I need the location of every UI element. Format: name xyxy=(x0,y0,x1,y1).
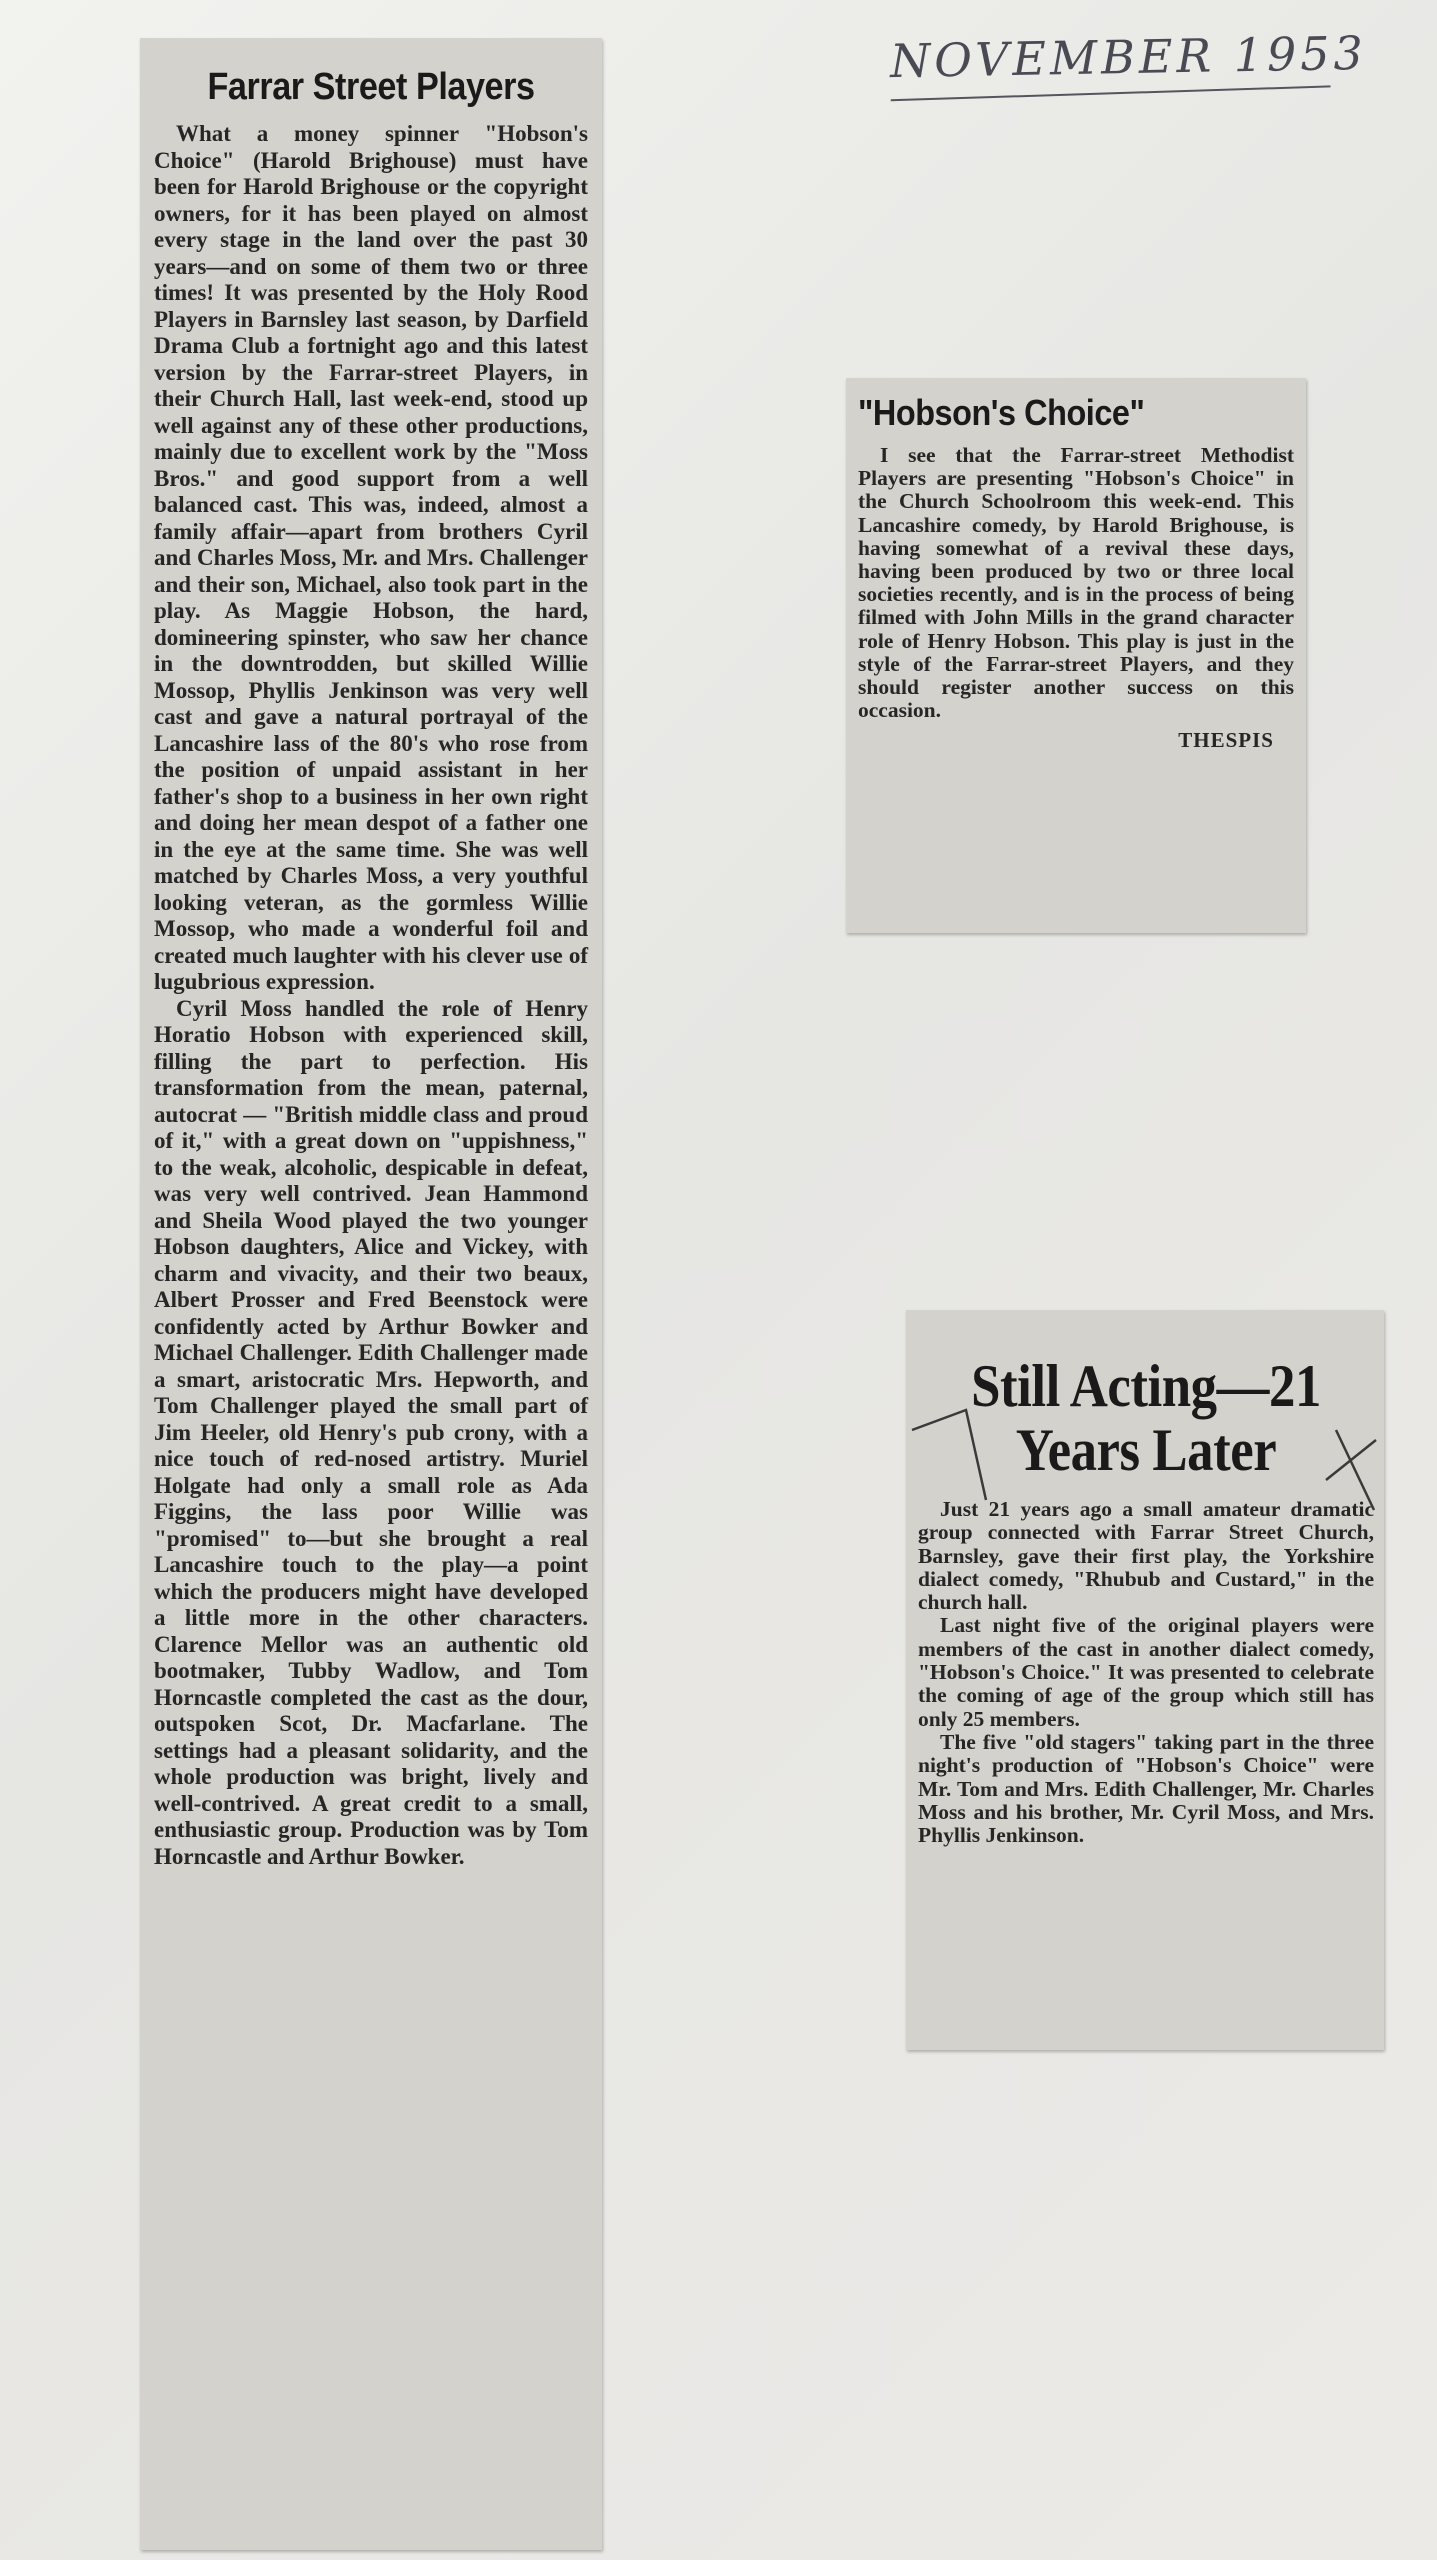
article-paragraph: The five "old stagers" taking part in the three night's production of "Hobson's Choice" were Mr. Tom and Mrs. Edith Challenger, Mr. Charles Moss and his brother, Mr. Cyril Moss, and Mrs. Phyllis Jenkinson. xyxy=(918,1729,1374,1848)
article-paragraph: Just 21 years ago a small amateur dramatic group connected with Farrar Street Church, Barnsley, gave their first play, the Yorkshire dialect comedy, "Rhubub and Custard," in the church hall. xyxy=(918,1497,1374,1615)
date-underline xyxy=(891,85,1331,101)
clipping-farrar-street-players xyxy=(140,38,602,2550)
article-paragraph: What a money spinner "Hobson's Choice" (Harold Brighouse) must have been for Harold Brighouse or the copyright owners, for it has been played on almost every stage in the land over the past 30 years—and on some of them two or three times! It was presented by the Holy Rood Players in Barnsley last season, by Darfield Drama Club a fortnight ago and this latest version by the Farrar-street Players, in their Church Hall, last week-end, stood up well against any of these other productions, mainly due to excellent work by the "Moss Bros." and good support from a well balanced cast. This was, indeed, almost a family affair—apart from brothers Cyril and Charles Moss, Mr. and Mrs. Challenger and their son, Michael, also took part in the play. As Maggie Hobson, the hard, domineering spinster, who saw her chance in the downtrodden, but skilled Willie Mossop, Phyllis Jenkinson was very well cast and gave a natural portrayal of the Lancashire lass of the 80's who rose from the position of unpaid assistant in her father's shop to a business in her own right and doing her mean despot of a father one in the eye at the same time. She was well matched by Charles Moss, a very youthful looking veteran, as the gormless Willie Mossop, who made a wonderful foil and created much laughter with his clever use of lugubrious expression. xyxy=(154,121,588,994)
byline: THESPIS xyxy=(1178,728,1274,753)
article-paragraph: I see that the Farrar-street Methodist Players are presenting "Hobson's Choice" in the Church Schoolroom this week-end. This Lancashire comedy, by Harold Brighouse, is having somewhat of a revival these days, having been produced by two or three local societies recently, and is in the process of being filmed with John Mills in the grand character role of Henry Hobson. This play is just in the style of the Farrar-street Players, and they should register another success on this occasion. xyxy=(858,443,1294,723)
clipping-hobsons-choice xyxy=(846,378,1306,933)
clipping-title: "Hobson's Choice" xyxy=(858,392,1145,433)
handwritten-date xyxy=(890,26,1371,88)
clipping-title: Still Acting—21 Years Later xyxy=(971,1353,1321,1483)
article-paragraph: Last night five of the original players were members of the cast in another dialect comedy, "Hobson's Choice." It was presented to celebrate the coming of age of the group which still has only 25 members. xyxy=(918,1613,1374,1731)
handwritten-date-text: NOVEMBER 1953 xyxy=(889,25,1368,89)
article-paragraph: Cyril Moss handled the role of Henry Horatio Hobson with experienced skill, filling the part to perfection. His transformation from the mean, paternal, autocrat — "British middle class and proud of it," with a great down on "uppishness," to the weak, alcoholic, despicable in defeat, was very well contrived. Jean Hammond and Sheila Wood played the two younger Hobson daughters, Alice and Vickey, with charm and vivacity, and their two beaux, Albert Prosser and Fred Beenstock were confidently acted by Arthur Bowker and Michael Challenger. Edith Challenger made a smart, aristocratic Mrs. Hepworth, and Tom Challenger played the small part of Jim Heeler, old Henry's pub crony, with a nice touch of red-nosed artistry. Muriel Holgate had only a small role as Ada Figgins, the lass poor Willie was "promised" to—but she brought a real Lancashire touch to the play—a point which the producers might have developed a little more in the other characters. Clarence Mellor was an authentic old bootmaker, Tubby Wadlow, and Tom Horncastle completed the cast as the dour, outspoken Scot, Dr. Macfarlane. The settings had a pleasant solidarity, and the whole production was bright, lively and well-contrived. A great credit to a small, enthusiastic group. Production was by Tom Horncastle and Arthur Bowker. xyxy=(154,995,588,1869)
clipping-title: Farrar Street Players xyxy=(207,66,535,108)
clipping-still-acting xyxy=(906,1310,1384,2050)
